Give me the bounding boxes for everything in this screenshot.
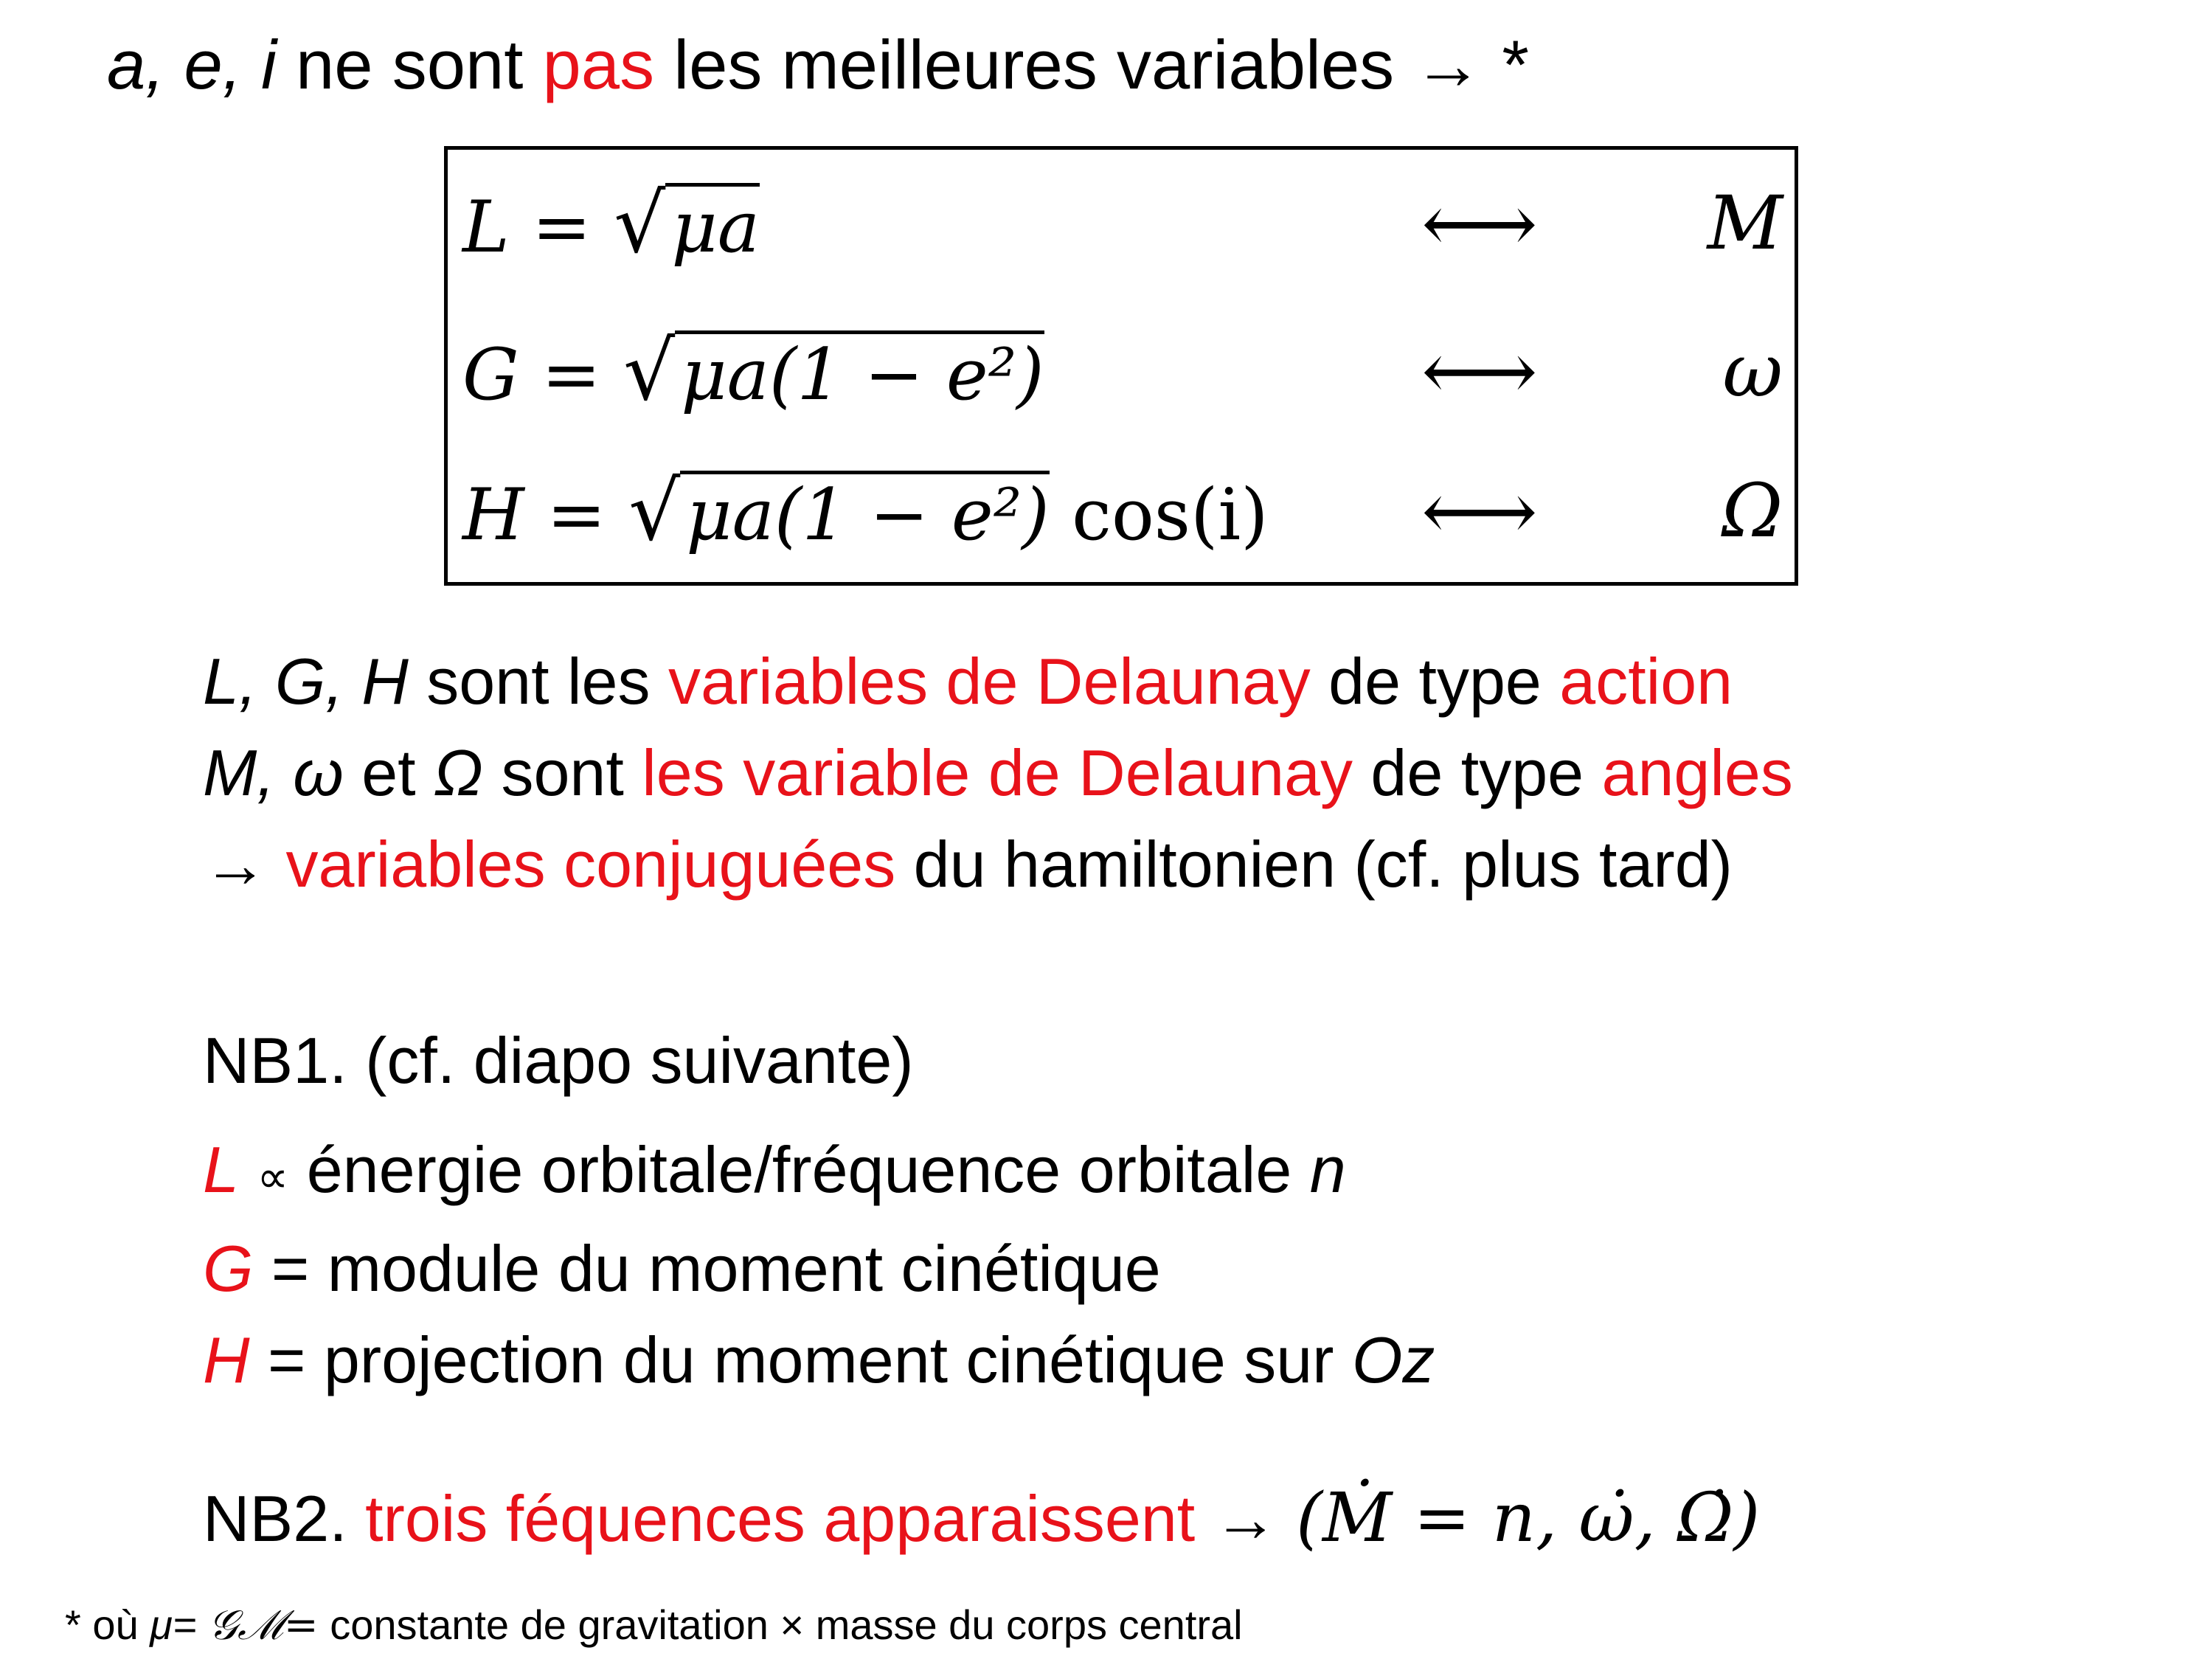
desc-line-3	[203, 819, 1793, 910]
text: * où	[65, 1601, 139, 1648]
angle-var-omega: Ω	[434, 736, 483, 809]
equation-row-L	[462, 157, 1790, 290]
title-arrow: →	[1413, 26, 1483, 103]
footnote	[65, 1599, 1243, 1652]
nb2-section	[203, 1472, 1760, 1565]
axis-Oz: Oz	[1351, 1323, 1435, 1396]
highlight-text: les variable de Delaunay	[642, 736, 1353, 809]
radical-sign: √	[623, 324, 676, 418]
angle-variable: Ω	[1722, 468, 1783, 554]
delaunay-description	[203, 636, 1793, 910]
eq-lhs: G	[462, 333, 519, 416]
var-H: H	[203, 1323, 250, 1396]
eq-sign: =	[547, 474, 606, 556]
radicand: μa	[665, 183, 760, 268]
arrow-icon: →	[203, 828, 268, 901]
title-star: *	[1502, 26, 1529, 103]
title-red: pas	[542, 26, 655, 103]
title-post: les meilleures variables	[673, 26, 1395, 103]
eq-sign: =	[541, 333, 601, 416]
radical-sign: √	[628, 464, 681, 558]
equation-G	[462, 305, 1044, 441]
title-pre: ne sont	[296, 26, 524, 103]
nb1-line-2	[203, 1223, 1435, 1315]
highlight-text: variables de Delaunay	[668, 645, 1311, 718]
mu-symbol: μ=	[150, 1601, 197, 1648]
var-n: n	[1309, 1133, 1346, 1206]
equation-L	[462, 157, 760, 294]
highlight-text: trois féquences apparaissent	[365, 1482, 1196, 1555]
radicand: μa(1 − e²)	[680, 471, 1049, 555]
eq-tail: cos(i)	[1072, 474, 1269, 556]
var-G: G	[203, 1232, 254, 1305]
eq-lhs: H	[462, 474, 524, 556]
proportional-icon: ∝	[257, 1152, 289, 1202]
highlight-text: variables conjuguées	[285, 828, 896, 901]
nb1-section	[203, 1015, 1435, 1406]
text: sont les	[426, 645, 651, 718]
text: masse du corps central	[815, 1601, 1243, 1648]
nb1-line-3	[203, 1315, 1435, 1406]
frequency-formula: (Ṁ = n, ω̇, Ω̇)	[1296, 1478, 1761, 1557]
action-vars: L, G, H	[203, 645, 409, 718]
nb1-line-1	[203, 1124, 1435, 1223]
double-arrow-icon: ⟷	[1421, 464, 1538, 558]
angle-vars: M, ω	[203, 736, 344, 809]
highlight-text: action	[1559, 645, 1733, 718]
title-vars: a, e, i	[107, 26, 277, 103]
text: sont	[501, 736, 624, 809]
radicand: μa(1 − e²)	[675, 330, 1044, 415]
desc-line-2	[203, 727, 1793, 819]
times-icon: ×	[780, 1601, 805, 1648]
text: de type	[1370, 736, 1584, 809]
text: de type	[1328, 645, 1542, 718]
var-L: L	[203, 1133, 239, 1206]
radical-sign: √	[614, 176, 666, 271]
text: et	[361, 736, 416, 809]
arrow-icon: →	[1213, 1482, 1278, 1555]
angle-variable: ω	[1722, 328, 1783, 414]
nb2-label: NB2.	[203, 1482, 347, 1555]
equation-H	[462, 445, 1269, 581]
equation-row-G	[462, 305, 1790, 437]
text: énergie orbitale/fréquence orbitale	[306, 1133, 1292, 1206]
double-arrow-icon: ⟷	[1421, 324, 1538, 418]
eq-sign: =	[532, 186, 592, 269]
delaunay-equation-box	[444, 146, 1798, 586]
angle-variable: M	[1707, 180, 1783, 266]
desc-line-1	[203, 636, 1793, 727]
text: du hamiltonien (cf. plus tard)	[913, 828, 1733, 901]
equation-row-H	[462, 445, 1790, 578]
double-arrow-icon: ⟷	[1421, 176, 1538, 271]
text: = projection du moment cinétique sur	[268, 1323, 1334, 1396]
gm-symbol: 𝒢ℳ=	[208, 1601, 319, 1649]
nb1-heading: NB1. (cf. diapo suivante)	[203, 1024, 914, 1097]
slide-title	[107, 21, 1529, 109]
text: constante de gravitation	[330, 1601, 769, 1648]
eq-lhs: L	[462, 186, 510, 269]
highlight-text: angles	[1601, 736, 1793, 809]
text: = module du moment cinétique	[271, 1232, 1161, 1305]
